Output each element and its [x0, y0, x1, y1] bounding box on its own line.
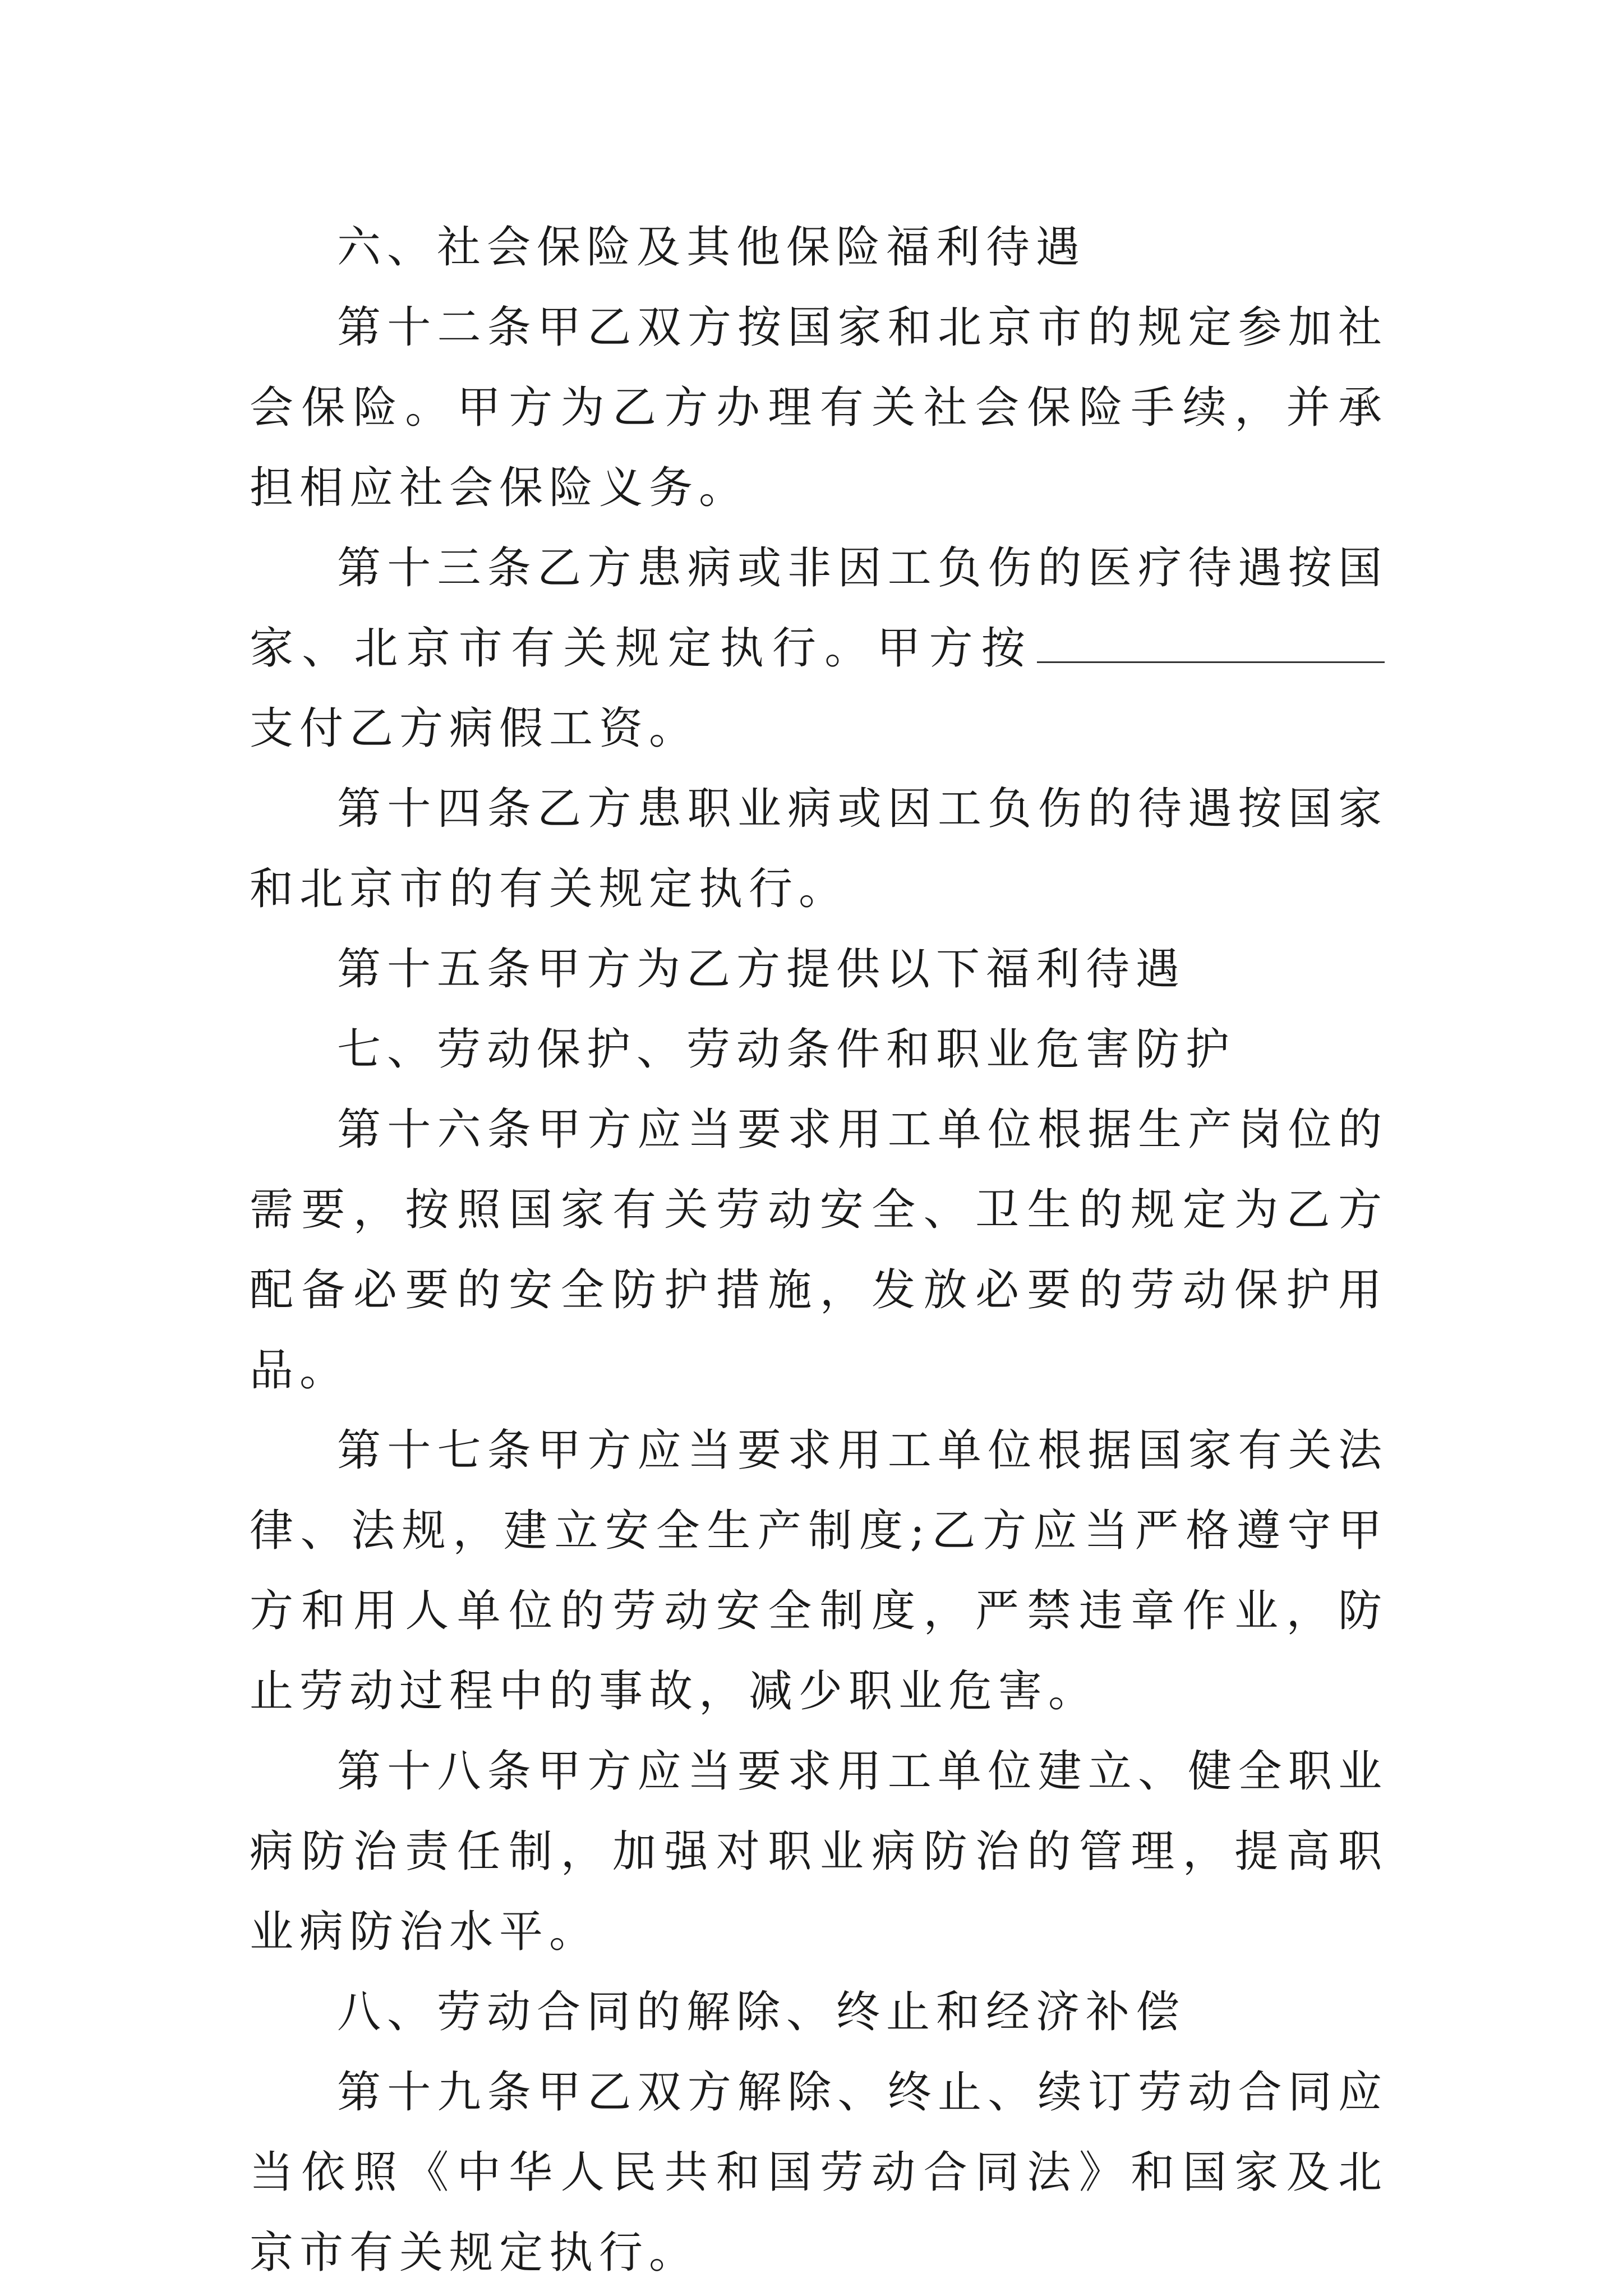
section-heading-social-insurance: 六、社会保险及其他保险福利待遇 [337, 222, 1086, 273]
article-17: 第十七条甲方应当要求用工单位根据国家有关法律、法规，建立安全生产制度;乙方应当严格遵守甲方和用人单位的劳动安全制度，严禁违章作业，防止劳动过程中的事故，减少职业危害。 [250, 1425, 1388, 1717]
article-19: 第十九条甲乙双方解除、终止、续订劳动合同应当依照《中华人民共和国劳动合同法》和国家及北京市有关规定执行。 [250, 2067, 1388, 2278]
section-heading-labor-protection: 七、劳动保护、劳动条件和职业危害防护 [337, 1024, 1236, 1075]
fill-in-blank-line [1037, 628, 1385, 663]
article-14: 第十四条乙方患职业病或因工负伤的待遇按国家和北京市的有关规定执行。 [250, 784, 1388, 914]
article-16: 第十六条甲方应当要求用工单位根据生产岗位的需要，按照国家有关劳动安全、卫生的规定为乙方配备必要的安全防护措施，发放必要的劳动保护用品。 [250, 1105, 1388, 1396]
article-18: 第十八条甲方应当要求用工单位建立、健全职业病防治责任制，加强对职业病防治的管理，提高职业病防治水平。 [250, 1746, 1388, 1957]
article-13-text-after: 支付乙方病假工资。 [250, 703, 699, 754]
article-15: 第十五条甲方为乙方提供以下福利待遇 [337, 944, 1186, 995]
article-13 [250, 528, 1388, 769]
section-heading-contract-termination: 八、劳动合同的解除、终止和经济补偿 [337, 1987, 1186, 2037]
article-13-text-before: 第十三条乙方患病或非因工负伤的医疗待遇按国家、北京市有关规定执行。甲方按 [250, 543, 1388, 674]
article-12: 第十二条甲乙双方按国家和北京市的规定参加社会保险。甲方为乙方办理有关社会保险手续，并承担相应社会保险义务。 [250, 302, 1388, 513]
document-body [250, 208, 1388, 2293]
